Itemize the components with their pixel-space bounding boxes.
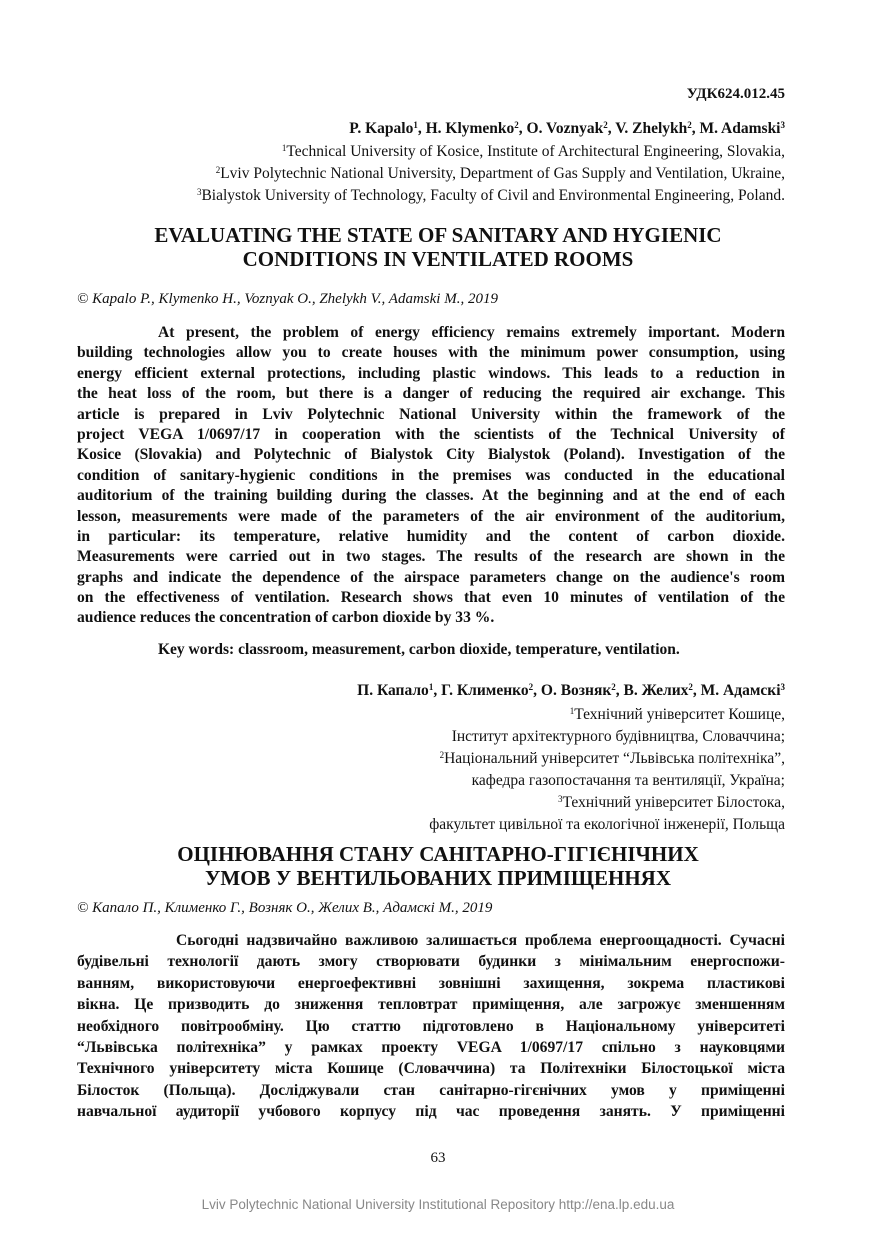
abstract-line: Kosice (Slovakia) and Polytechnic of Bialystok City Bialystok (Poland). Investigation of the [77, 446, 785, 464]
abstract-line: in particular: its temperature, relative humidity and the content of carbon dioxide. [77, 527, 785, 545]
affiliation-line: $^1$Технічний університет Кошице, [569, 706, 785, 723]
abstract-line: Сьогодні надзвичайно важливою залишається проблема енергоощадності. Сучасні [176, 932, 785, 949]
abstract-line: ванням, використовуючи енергоефективні зовнішні захищення, зокрема пластикові [77, 974, 785, 992]
page-number: 63 [430, 1150, 446, 1166]
affiliation-line: факультет цивільної та екологічної інженерії, Польща [429, 816, 785, 833]
ua-copyright: © Капало П., Клименко Г., Возняк О., Желих В., Адамскі М., 2019 [77, 900, 493, 916]
affiliation-line: Інститут архітектурного будівництва, Словаччина; [451, 728, 785, 745]
en-abstract [77, 323, 785, 629]
en-title [0, 223, 876, 271]
abstract-line: audience reduces the concentration of carbon dioxide by 33 %. [77, 609, 495, 627]
ua-title [0, 842, 876, 890]
en-affiliations [197, 141, 785, 207]
title-line: УМОВ У ВЕНТИЛЬОВАНИХ ПРИМІЩЕННЯХ [204, 866, 671, 890]
ua-abstract [77, 930, 785, 1123]
repository-footer: Lviv Polytechnic National University Institutional Repository http://ena.lp.edu.ua [201, 1197, 675, 1212]
udc-code: УДК624.012.45 [686, 86, 785, 102]
abstract-line: lesson, measurements were made of the parameters of the air environment of the auditorium, [77, 507, 785, 525]
author: П. Капало$^1$ [357, 682, 434, 699]
affiliation-line: кафедра газопостачання та вентиляції, Україна; [471, 772, 785, 789]
abstract-line: building technologies allow you to create houses with the minimum power consumption, using [77, 344, 785, 362]
abstract-line: будівельні технології дають змогу створювати будинки з мінімальним енергоспожи- [77, 953, 785, 971]
abstract-line: Технічного університету міста Кошице (Словаччина) та Політехніки Білостоцької міста [77, 1060, 785, 1078]
author: O. Voznyak$^2$ [526, 120, 608, 137]
author: H. Klymenko$^2$ [425, 120, 519, 137]
abstract-line: graphs and indicate the dependence of the airspace parameters change on the audience's room [77, 568, 785, 586]
abstract-line: Білосток (Польща). Досліджували стан санітарно-гігєнічних умов у приміщенні [77, 1081, 785, 1099]
ua-affiliations [429, 704, 785, 836]
ua-authors: П. Капало$^1$, Г. Клименко$^2$, О. Возняк$^2$, В. Желих$^2$, М. Адамскі$^3$ [357, 682, 785, 699]
en-authors: P. Kapalo$^1$, H. Klymenko$^2$, O. Voznyak$^2$, V. Zhelykh$^2$, M. Adamski$^3$ [349, 120, 785, 137]
author: М. Адамскі$^3$ [700, 682, 785, 699]
abstract-line: навчальної аудиторії учбового корпусу під час проведення занять. У приміщенні [77, 1103, 785, 1121]
abstract-line: Measurements were carried out in two stages. The results of the research are shown in the [77, 548, 785, 566]
author: V. Zhelykh$^2$ [615, 120, 692, 137]
abstract-line: on the effectiveness of ventilation. Research shows that even 10 minutes of ventilation of the [77, 589, 785, 607]
abstract-line: project VEGA 1/0697/17 in cooperation with the scientists of the Technical University of [77, 425, 785, 443]
affiliation: $^1$Technical University of Kosice, Institute of Architectural Engineering, Slovakia, [281, 143, 785, 160]
abstract-line: energy efficient external protections, including plastic windows. This leads to a reduction in [77, 364, 785, 382]
title-line: ОЦІНЮВАННЯ СТАНУ САНІТАРНО-ГІГІЄНІЧНИХ [177, 842, 699, 866]
abstract-line: “Львівська політехніка” у рамках проекту VEGA 1/0697/17 спільно з науковцями [77, 1038, 785, 1056]
affiliation: $^3$Bialystok University of Technology, Faculty of Civil and Environmental Engineering, Poland. [196, 187, 785, 204]
affiliation: $^2$Lviv Polytechnic National University, Department of Gas Supply and Ventilation, Ukraine, [215, 165, 785, 182]
abstract-line: article is prepared in Lviv Polytechnic National University within the framework of the [77, 405, 785, 423]
author: В. Желих$^2$ [623, 682, 693, 699]
author: Г. Клименко$^2$ [441, 682, 534, 699]
abstract-line: необхідного повітрообміну. Цю статтю підготовлено в Національному університеті [77, 1017, 785, 1035]
abstract-line: At present, the problem of energy efficiency remains extremely important. Modern [158, 324, 785, 341]
abstract-line: вікна. Це призводить до зниження тепловтрат приміщення, але загрожує зменшенням [77, 996, 785, 1014]
abstract-line: condition of sanitary-hygienic conditions in the premises was conducted in the educational [77, 466, 785, 484]
abstract-line: the heat loss of the room, but there is a danger of reducing the required air exchange. This [77, 385, 785, 403]
title-line: EVALUATING THE STATE OF SANITARY AND HYGIENIC [154, 223, 722, 247]
affiliation-line: $^3$Технічний університет Білостока, [558, 794, 785, 811]
title-line: CONDITIONS IN VENTILATED ROOMS [242, 247, 634, 271]
author: О. Возняк$^2$ [540, 682, 616, 699]
author: M. Adamski$^3$ [699, 120, 785, 137]
affiliation-line: $^2$Національний університет “Львівська політехніка”, [439, 750, 785, 767]
keywords: Key words: classroom, measurement, carbon dioxide, temperature, ventilation. [158, 641, 680, 658]
abstract-line: auditorium of the training building during the classes. At the beginning and at the end of each [77, 487, 785, 505]
en-copyright: © Kapalo P., Klymenko H., Voznyak O., Zhelykh V., Adamski M., 2019 [77, 291, 498, 307]
author: P. Kapalo$^1$ [349, 120, 418, 137]
